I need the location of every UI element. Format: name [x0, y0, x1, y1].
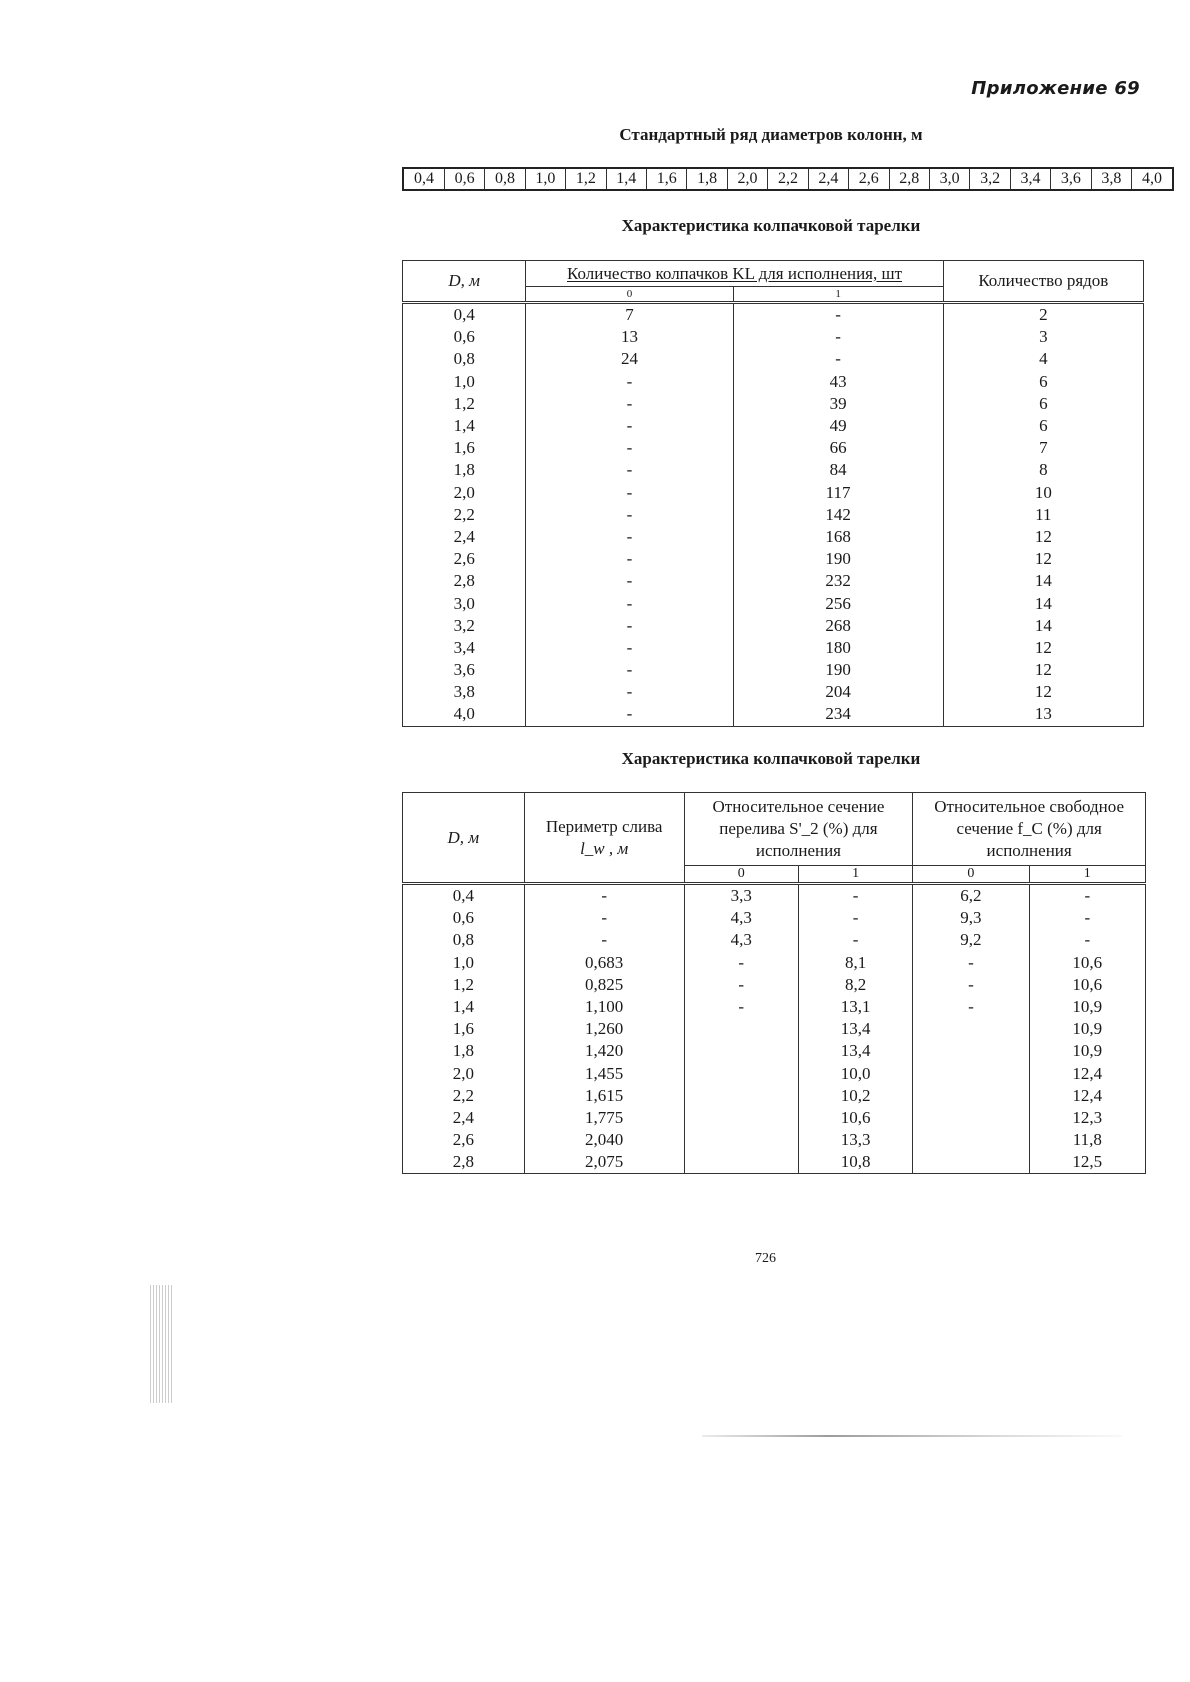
t2-cell-section-1: 13,4 [798, 1040, 912, 1062]
t2-cell-perimeter: 1,775 [524, 1107, 684, 1129]
table-row [403, 996, 1146, 1018]
t1-cell-caps-1: - [733, 348, 943, 370]
t1-cell-rows: 13 [943, 703, 1143, 726]
t2-cell-section-1: - [798, 884, 912, 908]
t2-header-section: Относительное сечение перелива S'_2 (%) для исполнения [684, 793, 913, 866]
t1-cell-rows: 14 [943, 615, 1143, 637]
t1-header-caps [526, 261, 943, 287]
diameter-cell: 2,0 [727, 168, 767, 190]
table-row [403, 348, 1144, 370]
table-row [403, 371, 1144, 393]
t1-cell-rows: 6 [943, 371, 1143, 393]
t1-cell-diameter: 0,8 [403, 348, 526, 370]
table-row [403, 415, 1144, 437]
diameter-cell: 0,4 [413, 170, 434, 187]
t2-cell-diameter: 1,6 [403, 1018, 525, 1040]
table-row [403, 504, 1144, 526]
t1-cell-rows: 12 [943, 526, 1143, 548]
table2-title: Характеристика колпачковой тарелки [621, 749, 921, 768]
t2-cell-free-1: 10,9 [1029, 1040, 1145, 1062]
t2-cell-section-1: 10,6 [798, 1107, 912, 1129]
scan-artifact-strip [150, 1285, 172, 1403]
t1-cell-caps-0: - [526, 526, 733, 548]
t1-cell-diameter: 0,6 [403, 326, 526, 348]
table-row [403, 570, 1144, 592]
t1-cell-caps-1: - [733, 326, 943, 348]
t2-cell-section-1: 13,4 [798, 1018, 912, 1040]
scan-artifact-line [702, 1435, 1122, 1437]
t2-subheader-free-1: 1 [1029, 866, 1145, 884]
t2-cell-perimeter: - [524, 929, 684, 951]
t2-cell-free-1: - [1029, 929, 1145, 951]
t1-header-diameter: D, м [403, 261, 526, 303]
table-row [403, 659, 1144, 681]
t1-cell-diameter: 1,2 [403, 393, 526, 415]
t1-cell-caps-1: 117 [733, 482, 943, 504]
table-row [403, 637, 1144, 659]
t2-cell-free-1: 12,4 [1029, 1085, 1145, 1107]
t2-cell-section-0: - [684, 974, 798, 996]
t1-cell-caps-1: 190 [733, 659, 943, 681]
t1-cell-caps-0: - [526, 637, 733, 659]
diameter-cell: 1,4 [606, 168, 646, 190]
diameter-cell: 1,8 [687, 168, 727, 190]
t2-cell-diameter: 0,6 [403, 907, 525, 929]
t1-cell-rows: 12 [943, 637, 1143, 659]
t1-cell-caps-0: - [526, 548, 733, 570]
t1-cell-caps-0: 24 [526, 348, 733, 370]
t1-body [403, 303, 1144, 727]
t2-cell-free-1: - [1029, 884, 1145, 908]
table-row [403, 681, 1144, 703]
t2-cell-section-0 [684, 1063, 798, 1085]
table-row [403, 1107, 1146, 1129]
t1-cell-rows: 8 [943, 459, 1143, 481]
t2-cell-free-0 [913, 1151, 1029, 1174]
t2-cell-perimeter: 1,420 [524, 1040, 684, 1062]
t1-cell-caps-1: 39 [733, 393, 943, 415]
t1-cell-caps-0: - [526, 482, 733, 504]
t2-cell-section-0 [684, 1085, 798, 1107]
t1-cell-rows: 3 [943, 326, 1143, 348]
t2-cell-free-0 [913, 1018, 1029, 1040]
diameter-cell: 3,4 [1010, 168, 1050, 190]
t1-cell-caps-1: 256 [733, 592, 943, 614]
diameter-cell: 1,2 [566, 168, 606, 190]
t2-cell-section-0: 3,3 [684, 884, 798, 908]
t2-cell-diameter: 0,4 [403, 884, 525, 908]
t1-cell-caps-1: 268 [733, 615, 943, 637]
t1-header-rows: Количество рядов [943, 261, 1143, 303]
t1-cell-diameter: 3,4 [403, 637, 526, 659]
t2-cell-perimeter: - [524, 884, 684, 908]
t2-subheader-free-0: 0 [913, 866, 1029, 884]
t1-cell-diameter: 1,6 [403, 437, 526, 459]
table-row [403, 393, 1144, 415]
t2-cell-section-1: 8,1 [798, 952, 912, 974]
t2-cell-section-1: - [798, 929, 912, 951]
t2-cell-free-0 [913, 1085, 1029, 1107]
t1-cell-caps-0: - [526, 393, 733, 415]
t1-cell-caps-0: - [526, 371, 733, 393]
t2-cell-diameter: 2,4 [403, 1107, 525, 1129]
t1-cell-diameter: 2,8 [403, 570, 526, 592]
table-row [403, 1018, 1146, 1040]
table-row [403, 1129, 1146, 1151]
diameters-title: Стандартный ряд диаметров колонн, м [619, 125, 923, 144]
t1-subheader-0: 0 [526, 287, 733, 303]
t1-cell-diameter: 2,4 [403, 526, 526, 548]
t2-cell-free-1: 10,9 [1029, 996, 1145, 1018]
diameter-cell: 3,2 [970, 168, 1010, 190]
t1-cell-caps-1: 204 [733, 681, 943, 703]
diameters-row [403, 168, 1173, 190]
t1-cell-rows: 4 [943, 348, 1143, 370]
t2-cell-diameter: 2,2 [403, 1085, 525, 1107]
t1-cell-rows: 14 [943, 570, 1143, 592]
t1-cell-rows: 11 [943, 504, 1143, 526]
t2-cell-section-1: 10,8 [798, 1151, 912, 1174]
tray-sections-table [402, 792, 1146, 1174]
table-row [403, 974, 1146, 996]
diameter-cell: 0,8 [485, 168, 525, 190]
table-row [403, 1085, 1146, 1107]
t1-cell-diameter: 2,2 [403, 504, 526, 526]
t1-cell-caps-1: 43 [733, 371, 943, 393]
diameter-cell: 1,6 [646, 168, 686, 190]
t2-cell-perimeter: - [524, 907, 684, 929]
t2-cell-section-0: 4,3 [684, 907, 798, 929]
t2-cell-free-1: 12,4 [1029, 1063, 1145, 1085]
t1-cell-caps-1: 232 [733, 570, 943, 592]
t1-cell-caps-1: 180 [733, 637, 943, 659]
t2-cell-section-0: - [684, 952, 798, 974]
t2-header-diameter: D, м [403, 793, 525, 884]
t2-cell-section-1: 10,2 [798, 1085, 912, 1107]
t1-cell-caps-1: 49 [733, 415, 943, 437]
t1-cell-caps-1: 168 [733, 526, 943, 548]
page-number: 726 [755, 1251, 776, 1266]
t2-cell-section-1: 10,0 [798, 1063, 912, 1085]
t2-cell-free-0: 9,2 [913, 929, 1029, 951]
t2-cell-free-0: - [913, 996, 1029, 1018]
table-row [403, 615, 1144, 637]
t2-header-perimeter-line2: l_w , м [580, 838, 629, 858]
t2-cell-diameter: 2,6 [403, 1129, 525, 1151]
t1-cell-diameter: 1,8 [403, 459, 526, 481]
diameter-cell: 1,0 [525, 168, 565, 190]
table-row [403, 907, 1146, 929]
t2-cell-free-0 [913, 1040, 1029, 1062]
table-row [403, 1040, 1146, 1062]
t2-cell-perimeter: 0,825 [524, 974, 684, 996]
t1-cell-caps-0: - [526, 437, 733, 459]
t1-cell-diameter: 0,4 [403, 303, 526, 327]
diameter-cell: 3,8 [1091, 168, 1131, 190]
t1-cell-rows: 6 [943, 415, 1143, 437]
diameter-cell: 2,2 [768, 168, 808, 190]
t2-cell-diameter: 2,0 [403, 1063, 525, 1085]
table-row [403, 929, 1146, 951]
table-row [403, 1151, 1146, 1174]
t2-cell-section-0 [684, 1151, 798, 1174]
t2-cell-diameter: 1,8 [403, 1040, 525, 1062]
t2-cell-section-1: 8,2 [798, 974, 912, 996]
t1-cell-rows: 6 [943, 393, 1143, 415]
t1-cell-diameter: 1,0 [403, 371, 526, 393]
diameters-table [402, 167, 1174, 191]
t1-cell-rows: 14 [943, 592, 1143, 614]
t2-cell-perimeter: 2,075 [524, 1151, 684, 1174]
t1-cell-rows: 2 [943, 303, 1143, 327]
t2-cell-perimeter: 1,455 [524, 1063, 684, 1085]
table-row [403, 703, 1144, 726]
t1-cell-rows: 10 [943, 482, 1143, 504]
t1-cell-diameter: 3,2 [403, 615, 526, 637]
t1-cell-caps-1: - [733, 303, 943, 327]
t2-subheader-section-0: 0 [684, 866, 798, 884]
t2-cell-section-1: 13,3 [798, 1129, 912, 1151]
t1-cell-caps-1: 84 [733, 459, 943, 481]
t2-header-perimeter [524, 793, 684, 884]
diameter-cell: 2,8 [889, 168, 929, 190]
t2-cell-perimeter: 0,683 [524, 952, 684, 974]
t1-cell-rows: 7 [943, 437, 1143, 459]
t2-cell-free-0 [913, 1107, 1029, 1129]
t2-cell-diameter: 0,8 [403, 929, 525, 951]
t2-subheader-section-1: 1 [798, 866, 912, 884]
t1-cell-caps-0: - [526, 415, 733, 437]
t2-cell-section-0 [684, 1040, 798, 1062]
t2-cell-free-0: 9,3 [913, 907, 1029, 929]
t1-cell-caps-1: 234 [733, 703, 943, 726]
diameter-cell: 2,4 [808, 168, 848, 190]
table-row [403, 1063, 1146, 1085]
caps-count-table [402, 260, 1144, 727]
t2-cell-free-1: 10,6 [1029, 974, 1145, 996]
t1-cell-caps-0: - [526, 592, 733, 614]
t1-cell-diameter: 2,6 [403, 548, 526, 570]
diameter-cell: 3,6 [1051, 168, 1091, 190]
table-row [403, 548, 1144, 570]
table-row [403, 459, 1144, 481]
t2-cell-free-0: - [913, 974, 1029, 996]
t1-cell-caps-0: - [526, 570, 733, 592]
t1-cell-diameter: 2,0 [403, 482, 526, 504]
table-row [403, 952, 1146, 974]
t2-cell-section-0: - [684, 996, 798, 1018]
t2-cell-free-0 [913, 1129, 1029, 1151]
t2-cell-free-1: 10,6 [1029, 952, 1145, 974]
table-row [403, 303, 1144, 327]
table-row [403, 437, 1144, 459]
t1-cell-caps-0: 7 [526, 303, 733, 327]
t2-cell-section-1: - [798, 907, 912, 929]
t1-cell-diameter: 4,0 [403, 703, 526, 726]
t2-cell-free-1: - [1029, 907, 1145, 929]
t2-cell-perimeter: 1,260 [524, 1018, 684, 1040]
t2-cell-diameter: 1,4 [403, 996, 525, 1018]
t2-cell-free-0: 6,2 [913, 884, 1029, 908]
t2-cell-diameter: 1,0 [403, 952, 525, 974]
t1-subheader-1: 1 [733, 287, 943, 303]
appendix-label: Приложение 69 [971, 78, 1140, 99]
diameter-cell: 0,6 [444, 168, 484, 190]
t1-cell-caps-1: 66 [733, 437, 943, 459]
table1-title: Характеристика колпачковой тарелки [621, 216, 921, 235]
t1-cell-caps-0: - [526, 703, 733, 726]
t1-cell-diameter: 3,6 [403, 659, 526, 681]
t2-cell-free-1: 12,5 [1029, 1151, 1145, 1174]
t2-cell-free-0: - [913, 952, 1029, 974]
t2-cell-section-0 [684, 1129, 798, 1151]
table-row [403, 884, 1146, 908]
t2-cell-section-1: 13,1 [798, 996, 912, 1018]
t1-cell-caps-0: - [526, 659, 733, 681]
t2-cell-section-0 [684, 1018, 798, 1040]
t1-cell-rows: 12 [943, 681, 1143, 703]
t1-cell-caps-0: - [526, 459, 733, 481]
t2-header-perimeter-line1: Периметр слива [545, 816, 663, 836]
diameter-cell: 4,0 [1132, 168, 1173, 190]
t1-header-caps-text: Количество колпачков KL для исполнения, шт [567, 263, 903, 283]
t2-cell-perimeter: 1,615 [524, 1085, 684, 1107]
t2-cell-diameter: 2,8 [403, 1151, 525, 1174]
t2-cell-perimeter: 1,100 [524, 996, 684, 1018]
t2-header-free: Относительное свободное сечение f_C (%) для исполнения [913, 793, 1146, 866]
table-row [403, 526, 1144, 548]
t1-cell-caps-0: - [526, 615, 733, 637]
t2-cell-free-1: 10,9 [1029, 1018, 1145, 1040]
t1-cell-caps-1: 190 [733, 548, 943, 570]
t1-cell-caps-0: 13 [526, 326, 733, 348]
t2-cell-free-1: 12,3 [1029, 1107, 1145, 1129]
t1-cell-diameter: 1,4 [403, 415, 526, 437]
t2-cell-section-0 [684, 1107, 798, 1129]
t2-body [403, 884, 1146, 1174]
table-row [403, 592, 1144, 614]
t2-cell-section-0: 4,3 [684, 929, 798, 951]
t2-cell-free-1: 11,8 [1029, 1129, 1145, 1151]
diameter-cell: 2,6 [849, 168, 889, 190]
t2-cell-perimeter: 2,040 [524, 1129, 684, 1151]
table-row [403, 482, 1144, 504]
t2-cell-diameter: 1,2 [403, 974, 525, 996]
t2-cell-free-0 [913, 1063, 1029, 1085]
t1-cell-caps-0: - [526, 504, 733, 526]
t1-cell-caps-0: - [526, 681, 733, 703]
diameter-cell: 3,0 [929, 168, 969, 190]
t1-cell-rows: 12 [943, 548, 1143, 570]
table-row [403, 326, 1144, 348]
t1-cell-rows: 12 [943, 659, 1143, 681]
t1-cell-diameter: 3,0 [403, 592, 526, 614]
t1-cell-caps-1: 142 [733, 504, 943, 526]
t1-cell-diameter: 3,8 [403, 681, 526, 703]
